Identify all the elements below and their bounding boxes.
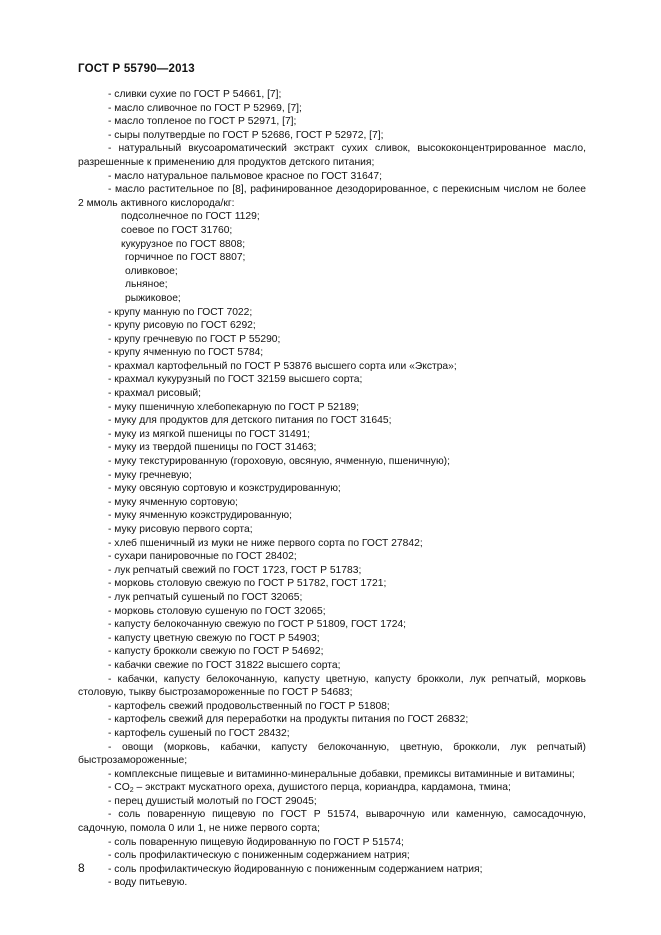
list-item: - сыры полутвердые по ГОСТ Р 52686, ГОСТ Р 52972, [7]; [108,129,384,141]
list-item: - муку из твердой пшеницы по ГОСТ 31463; [108,442,317,454]
document-body [78,88,586,890]
list-item: - перец душистый молотый по ГОСТ 29045; [108,795,317,807]
list-item: - масло натуральное пальмовое красное по ГОСТ 31647; [108,170,382,182]
list-item: - соль поваренную пищевую йодированную по ГОСТ Р 51574; [108,836,404,848]
list-item: - комплексные пищевые и витаминно-минеральные добавки, премиксы витаминные и витамины; [108,768,575,780]
list-item: - лук репчатый сушеный по ГОСТ 32065; [108,591,303,603]
list-item: - муку гречневую; [108,469,192,481]
list-item: - сухари панировочные по ГОСТ 28402; [108,551,297,563]
list-item: - морковь столовую сушеную по ГОСТ 32065; [108,605,326,617]
list-item: - крупу ячменную по ГОСТ 5784; [108,347,264,359]
list-item: - крупу рисовую по ГОСТ 6292; [108,320,256,332]
list-item: - крупу манную по ГОСТ 7022; [108,306,253,318]
list-item: - муку ячменную сортовую; [108,496,238,508]
list-item: - крахмал рисовый; [108,388,202,400]
list-item: - лук репчатый свежий по ГОСТ 1723, ГОСТ Р 51783; [108,564,362,576]
list-subitem: кукурузное по ГОСТ 8808; [121,238,246,250]
list-item: - капусту цветную свежую по ГОСТ Р 54903; [108,632,320,644]
list-item: - картофель сушеный по ГОСТ 28432; [108,727,290,739]
list-item: - натуральный вкусоароматический экстракт сухих сливок, высококонцентрированное масло, разрешенные к применению для продуктов детского питания; [78,143,586,168]
list-item: - кабачки, капусту белокочанную, капусту цветную, капусту брокколи, лук репчатый, морковь столовую, тыкву быстрозамороженные по ГОСТ Р 54683; [78,673,586,699]
list-item: - кабачки свежие по ГОСТ 31822 высшего сорта; [108,659,341,671]
list-item: - масло растительное по [8], рафинированное дезодорированное, с перекисным числом не более 2 ммоль активного кислорода/кг: [78,184,586,209]
list-item: - капусту белокочанную свежую по ГОСТ Р 51809, ГОСТ 1724; [108,619,407,631]
list-item: - картофель свежий для переработки на продукты питания по ГОСТ 26832; [108,714,469,726]
list-item: - крахмал кукурузный по ГОСТ 32159 высшего сорта; [108,374,363,386]
list-item: - муку овсяную сортовую и коэкструдированную; [108,483,341,495]
list-item: - муку пшеничную хлебопекарную по ГОСТ Р 52189; [108,401,359,413]
list-item: - картофель свежий продовольственный по ГОСТ Р 51808; [108,700,390,712]
document-header: ГОСТ Р 55790—2013 [78,63,195,75]
list-item: - сливки сухие по ГОСТ Р 54661, [7]; [108,89,282,100]
list-subitem: соевое по ГОСТ 31760; [121,224,233,236]
page-number: 8 [78,861,85,875]
list-item: - масло топленое по ГОСТ Р 52971, [7]; [108,116,297,128]
list-item: - крупу гречневую по ГОСТ Р 55290; [108,333,281,345]
list-item: - воду питьевую. [108,877,188,889]
list-subitem: рыжиковое; [125,292,181,304]
co2-subscript: 2 [129,787,134,795]
list-item: - хлеб пшеничный из муки не ниже первого сорта по ГОСТ 27842; [108,537,423,549]
list-item: - капусту брокколи свежую по ГОСТ Р 54692; [108,646,324,658]
list-subitem: подсолнечное по ГОСТ 1129; [121,211,260,223]
list-item: - муку ячменную коэкструдированную; [108,510,293,522]
list-item: - муку рисовую первого сорта; [108,524,253,535]
list-subitem: горчичное по ГОСТ 8807; [125,252,246,264]
list-item: - муку текстурированную (гороховую, овсяную, ячменную, пшеничную); [108,456,450,468]
co2-text: – экстракт мускатного ореха, душистого перца, кориандра, кардамона, тмина; [136,782,511,794]
list-item: - соль профилактическую с пониженным содержанием натрия; [108,850,410,862]
list-item: - соль профилактическую йодированную с пониженным содержанием натрия; [108,863,483,875]
list-item: - муку для продуктов для детского питания по ГОСТ 31645; [108,415,392,427]
list-item: - соль поваренную пищевую по ГОСТ Р 51574, выварочную или каменную, самосадочную, садочную, помола 0 или 1, не ниже первого сорта; [78,809,586,835]
list-item: - овощи (морковь, кабачки, капусту белокочанную, цветную, брокколи, лук репчатый) быстрозамороженные; [78,741,586,767]
co2-prefix: - CO [108,782,130,794]
list-subitem: оливковое; [125,265,178,277]
list-item: - муку из мягкой пшеницы по ГОСТ 31491; [108,428,311,440]
list-item-co2 [78,781,586,795]
list-item: - масло сливочное по ГОСТ Р 52969, [7]; [108,102,302,114]
list-item: - морковь столовую свежую по ГОСТ Р 51782, ГОСТ 1721; [108,578,387,590]
list-item: - крахмал картофельный по ГОСТ Р 53876 высшего сорта или «Экстра»; [108,360,457,372]
list-subitem: льняное; [125,279,168,291]
